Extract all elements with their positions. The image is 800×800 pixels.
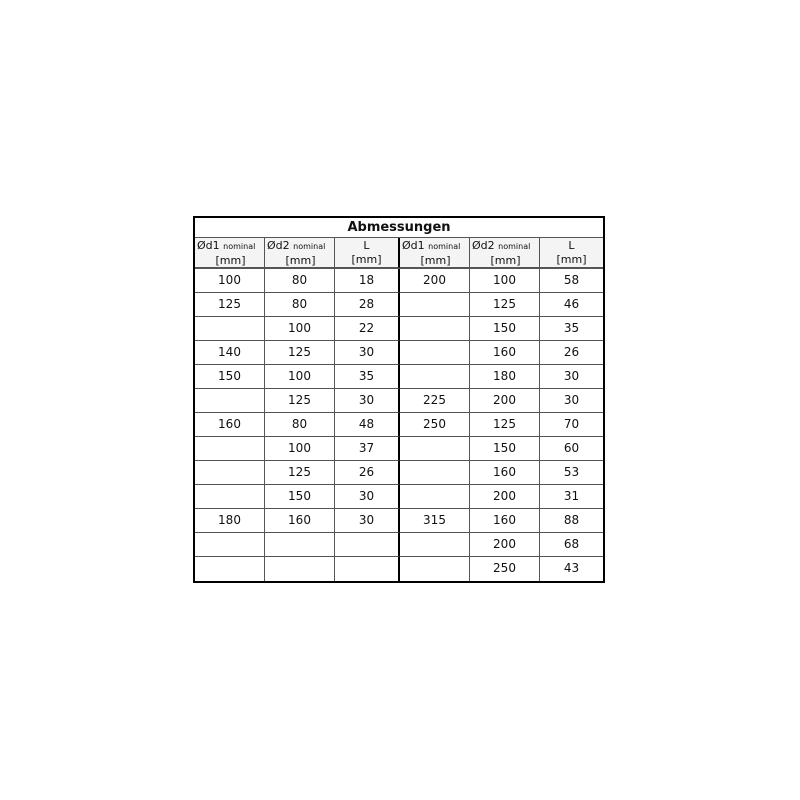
table-row [195,437,603,461]
table-cell: 160 [470,461,540,485]
table-cell: 30 [335,509,400,533]
table-cell: 315 [400,509,470,533]
table-cell [400,365,470,389]
table-cell: 125 [265,341,335,365]
header-d1-left [195,238,265,268]
header-sub: nominal [498,242,531,251]
table-cell: 35 [540,317,603,341]
table-cell: 28 [335,293,400,317]
table-cell [400,557,470,581]
table-cell [400,293,470,317]
table-cell: 150 [195,365,265,389]
table-row [195,317,603,341]
table-cell: 26 [540,341,603,365]
table-cell: 100 [265,317,335,341]
table-cell [195,437,265,461]
table-cell: 125 [470,293,540,317]
table-cell: 46 [540,293,603,317]
header-sub: nominal [293,242,326,251]
table-cell [195,485,265,509]
table-cell [195,533,265,557]
table-cell: 31 [540,485,603,509]
table-cell: 30 [540,365,603,389]
table-cell: 225 [400,389,470,413]
table-cell: 150 [470,437,540,461]
header-unit: [mm] [351,253,382,266]
table-cell: 200 [470,485,540,509]
table-cell: 140 [195,341,265,365]
table-row [195,365,603,389]
table-cell: 30 [335,485,400,509]
table-cell: 70 [540,413,603,437]
table-cell: 160 [195,413,265,437]
table-cell: 125 [470,413,540,437]
table-row [195,509,603,533]
header-d1-right [400,238,470,268]
header-main: Ød2 [267,239,290,252]
table-cell: 68 [540,533,603,557]
table-cell: 26 [335,461,400,485]
table-cell: 100 [470,269,540,293]
table-cell: 160 [470,341,540,365]
table-cell: 100 [265,437,335,461]
table-row [195,533,603,557]
table-row [195,413,603,437]
header-sub: nominal [223,242,256,251]
table-cell: 30 [335,389,400,413]
table-cell: 35 [335,365,400,389]
table-body [195,269,603,581]
table-cell: 30 [540,389,603,413]
table-cell [195,557,265,581]
table-cell [400,533,470,557]
table-cell: 125 [265,461,335,485]
header-sub: nominal [428,242,461,251]
header-d2-right [470,238,540,268]
table-cell: 53 [540,461,603,485]
table-cell: 180 [195,509,265,533]
header-main: Ød2 [472,239,495,252]
table-cell [335,557,400,581]
header-unit: [mm] [215,254,246,267]
table-cell: 125 [195,293,265,317]
table-cell: 80 [265,269,335,293]
header-main: L [568,239,575,252]
table-cell: 48 [335,413,400,437]
table-cell: 200 [400,269,470,293]
table-cell: 30 [335,341,400,365]
header-main: Ød1 [402,239,425,252]
table-cell: 150 [265,485,335,509]
header-l-right [540,238,603,268]
header-unit: [mm] [490,254,521,267]
table-cell: 88 [540,509,603,533]
table-row [195,485,603,509]
header-main: L [363,239,370,252]
table-cell: 58 [540,269,603,293]
table-cell [265,533,335,557]
table-cell: 160 [265,509,335,533]
table-row [195,341,603,365]
table-cell: 160 [470,509,540,533]
table-row [195,557,603,581]
table-row [195,461,603,485]
table-cell: 200 [470,389,540,413]
table-title: Abmessungen [195,218,603,238]
table-cell: 200 [470,533,540,557]
header-row [195,238,603,269]
table-cell: 100 [265,365,335,389]
header-l-left [335,238,400,268]
table-cell: 22 [335,317,400,341]
table-cell [265,557,335,581]
table-cell: 250 [470,557,540,581]
table-cell [400,461,470,485]
table-row [195,293,603,317]
table-cell [195,389,265,413]
table-cell [400,485,470,509]
table-cell: 18 [335,269,400,293]
table-row [195,389,603,413]
table-cell: 125 [265,389,335,413]
header-unit: [mm] [285,254,316,267]
table-cell: 37 [335,437,400,461]
header-main: Ød1 [197,239,220,252]
table-cell: 100 [195,269,265,293]
table-cell: 150 [470,317,540,341]
table-cell [400,437,470,461]
header-unit: [mm] [556,253,587,266]
table-cell [335,533,400,557]
table-cell: 60 [540,437,603,461]
table-cell: 180 [470,365,540,389]
dimensions-table [193,216,605,583]
table-cell [400,341,470,365]
table-cell: 80 [265,413,335,437]
table-cell [400,317,470,341]
table-row [195,269,603,293]
table-cell [195,317,265,341]
table-cell: 43 [563,561,580,575]
table-cell [195,461,265,485]
header-d2-left [265,238,335,268]
table-cell: 80 [265,293,335,317]
header-unit: [mm] [420,254,451,267]
table-cell: 250 [400,413,470,437]
